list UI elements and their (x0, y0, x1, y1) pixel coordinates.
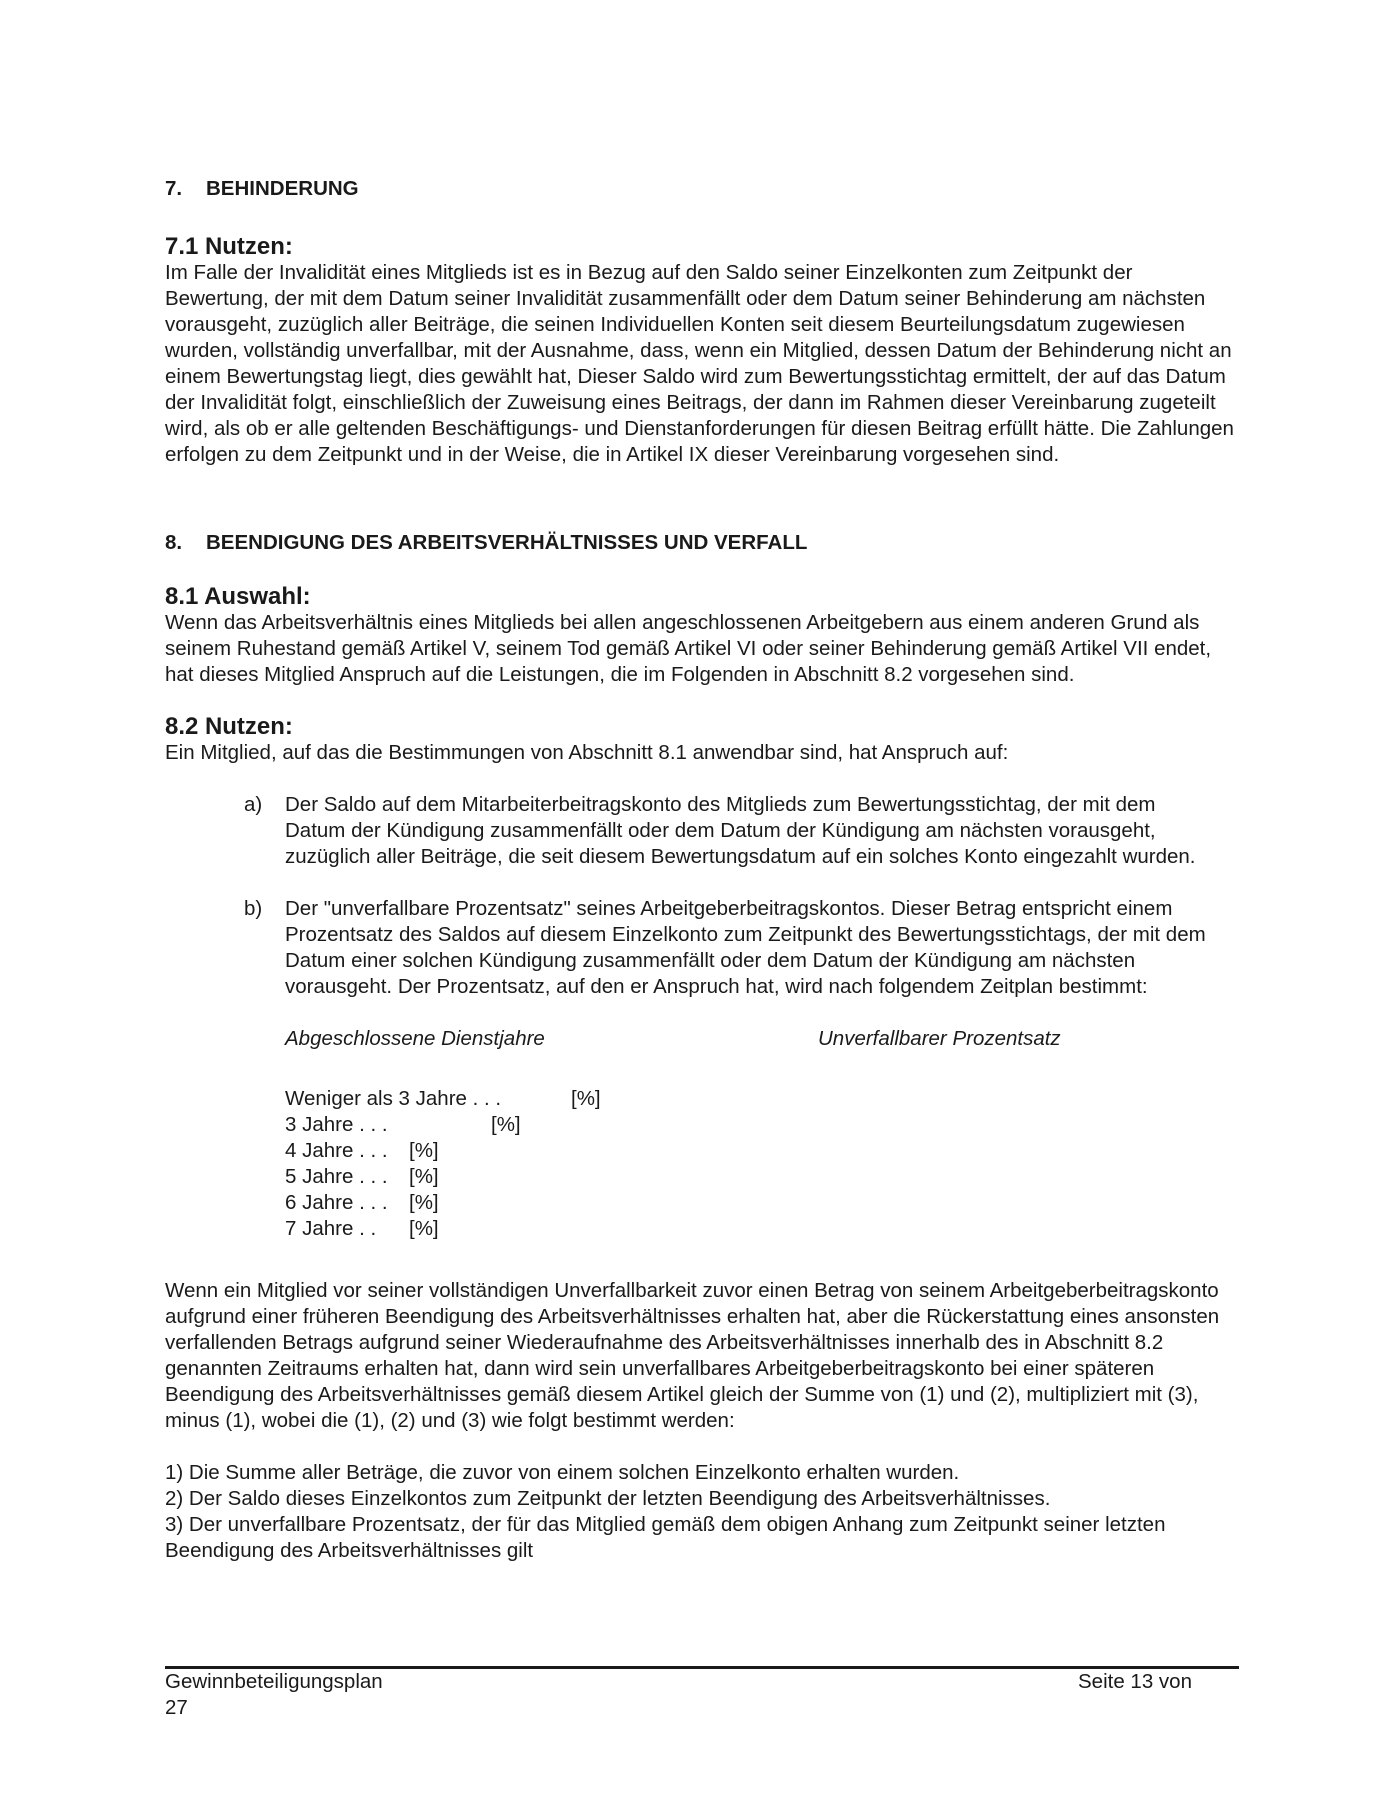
subsection-7-1-text: Im Falle der Invalidität eines Mitglieds ist es in Bezug auf den Saldo seiner Einzelkonten zum Zeitpunkt der Bewertung, der mit dem Datum seiner Invalidität zusammenfällt oder dem Datum seiner Behinderung am nächsten vorausgeht, zuzüglich aller Beiträge, die seinen Individuellen Konten seit diesem Beurteilungsdatum zugewiesen wurden, vollständig unverfallbar, mit der Ausnahme, dass, wenn ein Mitglied, dessen Datum der Behinderung nicht an einem Bewertungstag liegt, dies gewählt hat, Dieser Saldo wird zum Bewertungsstichtag ermittelt, der auf das Datum der Invalidität folgt, einschließlich der Zuweisung eines Beitrags, der dann im Rahmen dieser Vereinbarung zugeteilt wird, als ob er alle geltenden Beschäftigungs- und Dienstanforderungen für diesen Beitrag erfüllt hätte. Die Zahlungen erfolgen zu dem Zeitpunkt und in der Weise, die in Artikel IX dieser Vereinbarung vorgesehen sind. (165, 261, 1234, 466)
list-item (244, 792, 1209, 870)
schedule-col-years: Abgeschlossene Dienstjahre (285, 1027, 545, 1050)
entitlement-list (244, 792, 1209, 1242)
list-item-label: b) (244, 897, 263, 920)
subsection-8-1-heading: 8.1 Auswahl: (165, 583, 311, 610)
list-item-label: a) (244, 793, 263, 816)
schedule-years: 3 Jahre . . . (285, 1113, 388, 1136)
subsection-8-2-intro: Ein Mitglied, auf das die Bestimmungen von Abschnitt 8.1 anwendbar sind, hat Anspruch auf: (165, 741, 1009, 764)
subsection-7-1-heading: 7.1 Nutzen: (165, 233, 293, 260)
schedule-percent: [%] (409, 1217, 439, 1240)
numbered-item: 3) Der unverfallbare Prozentsatz, der für das Mitglied gemäß dem obigen Anhang zum Zeitpunkt seiner letzten Beendigung des Arbeitsverhältnisses gilt (165, 1513, 1166, 1562)
vesting-schedule-header (285, 1026, 1209, 1052)
section-number: 7. (165, 177, 183, 200)
schedule-years: 4 Jahre . . . (285, 1139, 388, 1162)
subsection-8-2-heading: 8.2 Nutzen: (165, 713, 293, 740)
schedule-col-percent: Unverfallbarer Prozentsatz (818, 1027, 1061, 1050)
schedule-percent: [%] (409, 1191, 439, 1214)
schedule-percent: [%] (571, 1087, 601, 1110)
section-8-heading (165, 530, 1240, 556)
schedule-row (285, 1086, 1209, 1112)
subsection-8-1-text: Wenn das Arbeitsverhältnis eines Mitglieds bei allen angeschlossenen Arbeitgebern aus einem anderen Grund als seinem Ruhestand gemäß Artikel V, seinem Tod gemäß Artikel VI oder seiner Behinderung gemäß Artikel VII endet, hat dieses Mitglied Anspruch auf die Leistungen, die im Folgenden in Abschnitt 8.2 vorgesehen sind. (165, 611, 1212, 686)
section-title: BEHINDERUNG (206, 177, 359, 200)
list-item (244, 896, 1209, 1000)
schedule-row (285, 1216, 1209, 1242)
schedule-percent: [%] (409, 1165, 439, 1188)
list-item-text: Der "unverfallbare Prozentsatz" seines Arbeitgeberbeitragskontos. Dieser Betrag entspricht einem Prozentsatz des Saldos auf diesem Einzelkonto zum Zeitpunkt des Bewertungsstichtags, der mit dem Datum einer solchen Kündigung zusammenfällt oder dem Datum der Kündigung am nächsten vorausgeht. Der Prozentsatz, auf den er Anspruch hat, wird nach folgendem Zeitplan bestimmt: (285, 897, 1206, 998)
schedule-row (285, 1138, 1209, 1164)
section-number: 8. (165, 531, 183, 554)
schedule-percent: [%] (491, 1113, 521, 1136)
schedule-years: 7 Jahre . . (285, 1217, 377, 1240)
list-item-text: Der Saldo auf dem Mitarbeiterbeitragskonto des Mitglieds zum Bewertungsstichtag, der mit dem Datum der Kündigung zusammenfällt oder dem Datum der Kündigung am nächsten vorausgeht, zuzüglich aller Beiträge, die seit diesem Bewertungsdatum auf ein solches Konto eingezahlt wurden. (285, 793, 1196, 868)
schedule-row (285, 1190, 1209, 1216)
footer-page-number: Seite 13 von (1078, 1670, 1192, 1693)
vesting-schedule (285, 1086, 1209, 1242)
footer-doc-title (165, 1669, 465, 1721)
schedule-years: Weniger als 3 Jahre . . . (285, 1087, 502, 1110)
schedule-row (285, 1164, 1209, 1190)
section-7-heading (165, 176, 1240, 202)
schedule-years: 6 Jahre . . . (285, 1191, 388, 1214)
numbered-item: 1) Die Summe aller Beträge, die zuvor von einem solchen Einzelkonto erhalten wurden. (165, 1461, 960, 1484)
repayment-paragraph: Wenn ein Mitglied vor seiner vollständigen Unverfallbarkeit zuvor einen Betrag von seinem Arbeitgeberbeitragskonto aufgrund einer früheren Beendigung des Arbeitsverhältnisses erhalten hat, aber die Rückerstattung eines ansonsten verfallenden Betrags aufgrund seiner Wiederaufnahme des Arbeitsverhältnisses innerhalb des in Abschnitt 8.2 genannten Zeitraums erhalten hat, dann wird sein unverfallbares Arbeitgeberbeitragskonto bei einer späteren Beendigung des Arbeitsverhältnisses gemäß diesem Artikel gleich der Summe von (1) und (2), multipliziert mit (3), minus (1), wobei die (1), (2) und (3) wie folgt bestimmt werden: (165, 1279, 1220, 1432)
schedule-years: 5 Jahre . . . (285, 1165, 388, 1188)
schedule-percent: [%] (409, 1139, 439, 1162)
numbered-item: 2) Der Saldo dieses Einzelkontos zum Zeitpunkt der letzten Beendigung des Arbeitsverhältnisses. (165, 1487, 1051, 1510)
footer-title-text: Gewinnbeteiligungsplan (165, 1670, 383, 1693)
document-body (165, 176, 1240, 1564)
section-title: BEENDIGUNG DES ARBEITSVERHÄLTNISSES UND VERFALL (206, 531, 808, 554)
schedule-row (285, 1112, 1209, 1138)
footer-page-total: 27 (165, 1696, 188, 1719)
